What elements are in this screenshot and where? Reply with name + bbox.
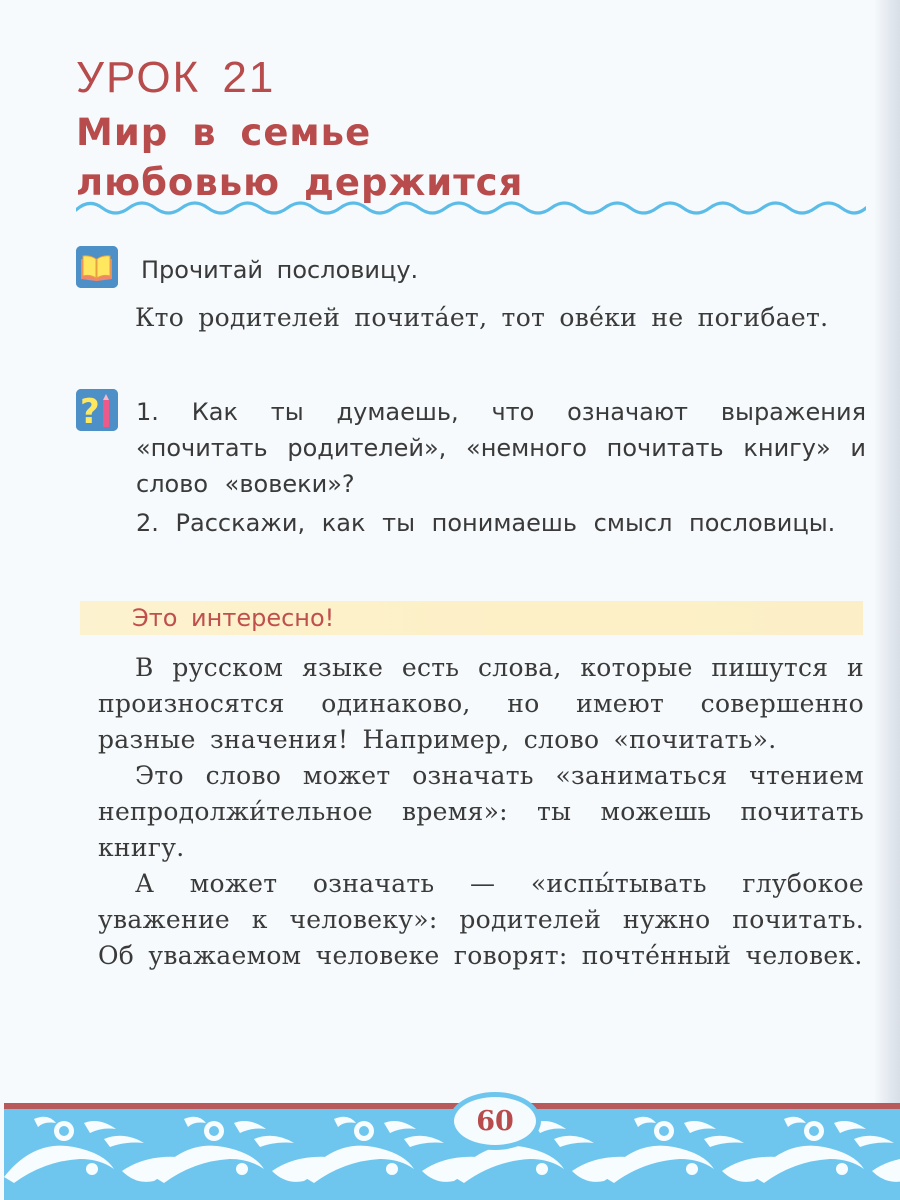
question-pencil-icon <box>76 389 118 431</box>
page-number: 60 <box>476 1105 514 1137</box>
task-read-row <box>76 246 118 288</box>
lesson-title-line-1: Мир в семье <box>76 111 372 154</box>
task-questions-row <box>76 389 118 431</box>
wavy-divider <box>76 196 866 220</box>
page-edge-shadow <box>874 0 900 1200</box>
read-instruction: Прочитай пословицу. <box>141 256 419 284</box>
lesson-title <box>76 108 523 208</box>
article-paragraph-1: В русском языке есть слова, которые пишутся и произносятся одинаково, но имеют совершенно разные значения! Например, слово «почитать». <box>98 653 864 754</box>
open-book-icon <box>76 246 118 288</box>
interest-banner <box>80 601 863 635</box>
question-item-2: 2. Расскажи, как ты понимаешь смысл пословицы. <box>136 509 836 537</box>
interest-article <box>98 650 864 974</box>
question-item-1: 1. Как ты думаешь, что означают выражения «почитать родителей», «немного почитать книгу» и слово «вовеки»? <box>136 398 866 498</box>
proverb-text: Кто родителей почита́ет, тот ове́ки не погибает. <box>135 303 829 332</box>
lesson-number: УРОК 21 <box>76 53 276 102</box>
page-number-badge <box>449 1092 541 1150</box>
article-paragraph-2: Это слово может означать «заниматься чтением непродолжи́тельное время»: ты можешь почитать книгу. <box>98 761 864 862</box>
questions-list <box>136 394 866 544</box>
article-paragraph-3: А может означать — «испы́тывать глубокое уважение к человеку»: родителей нужно почитать. Об уважаемом человеке говорят: почте́нный человек. <box>98 869 864 970</box>
lesson-header <box>76 52 523 208</box>
lesson-title-line-2: любовью держится <box>76 161 524 204</box>
svg-text:?: ? <box>80 392 100 431</box>
interest-title: Это интересно! <box>132 604 335 632</box>
